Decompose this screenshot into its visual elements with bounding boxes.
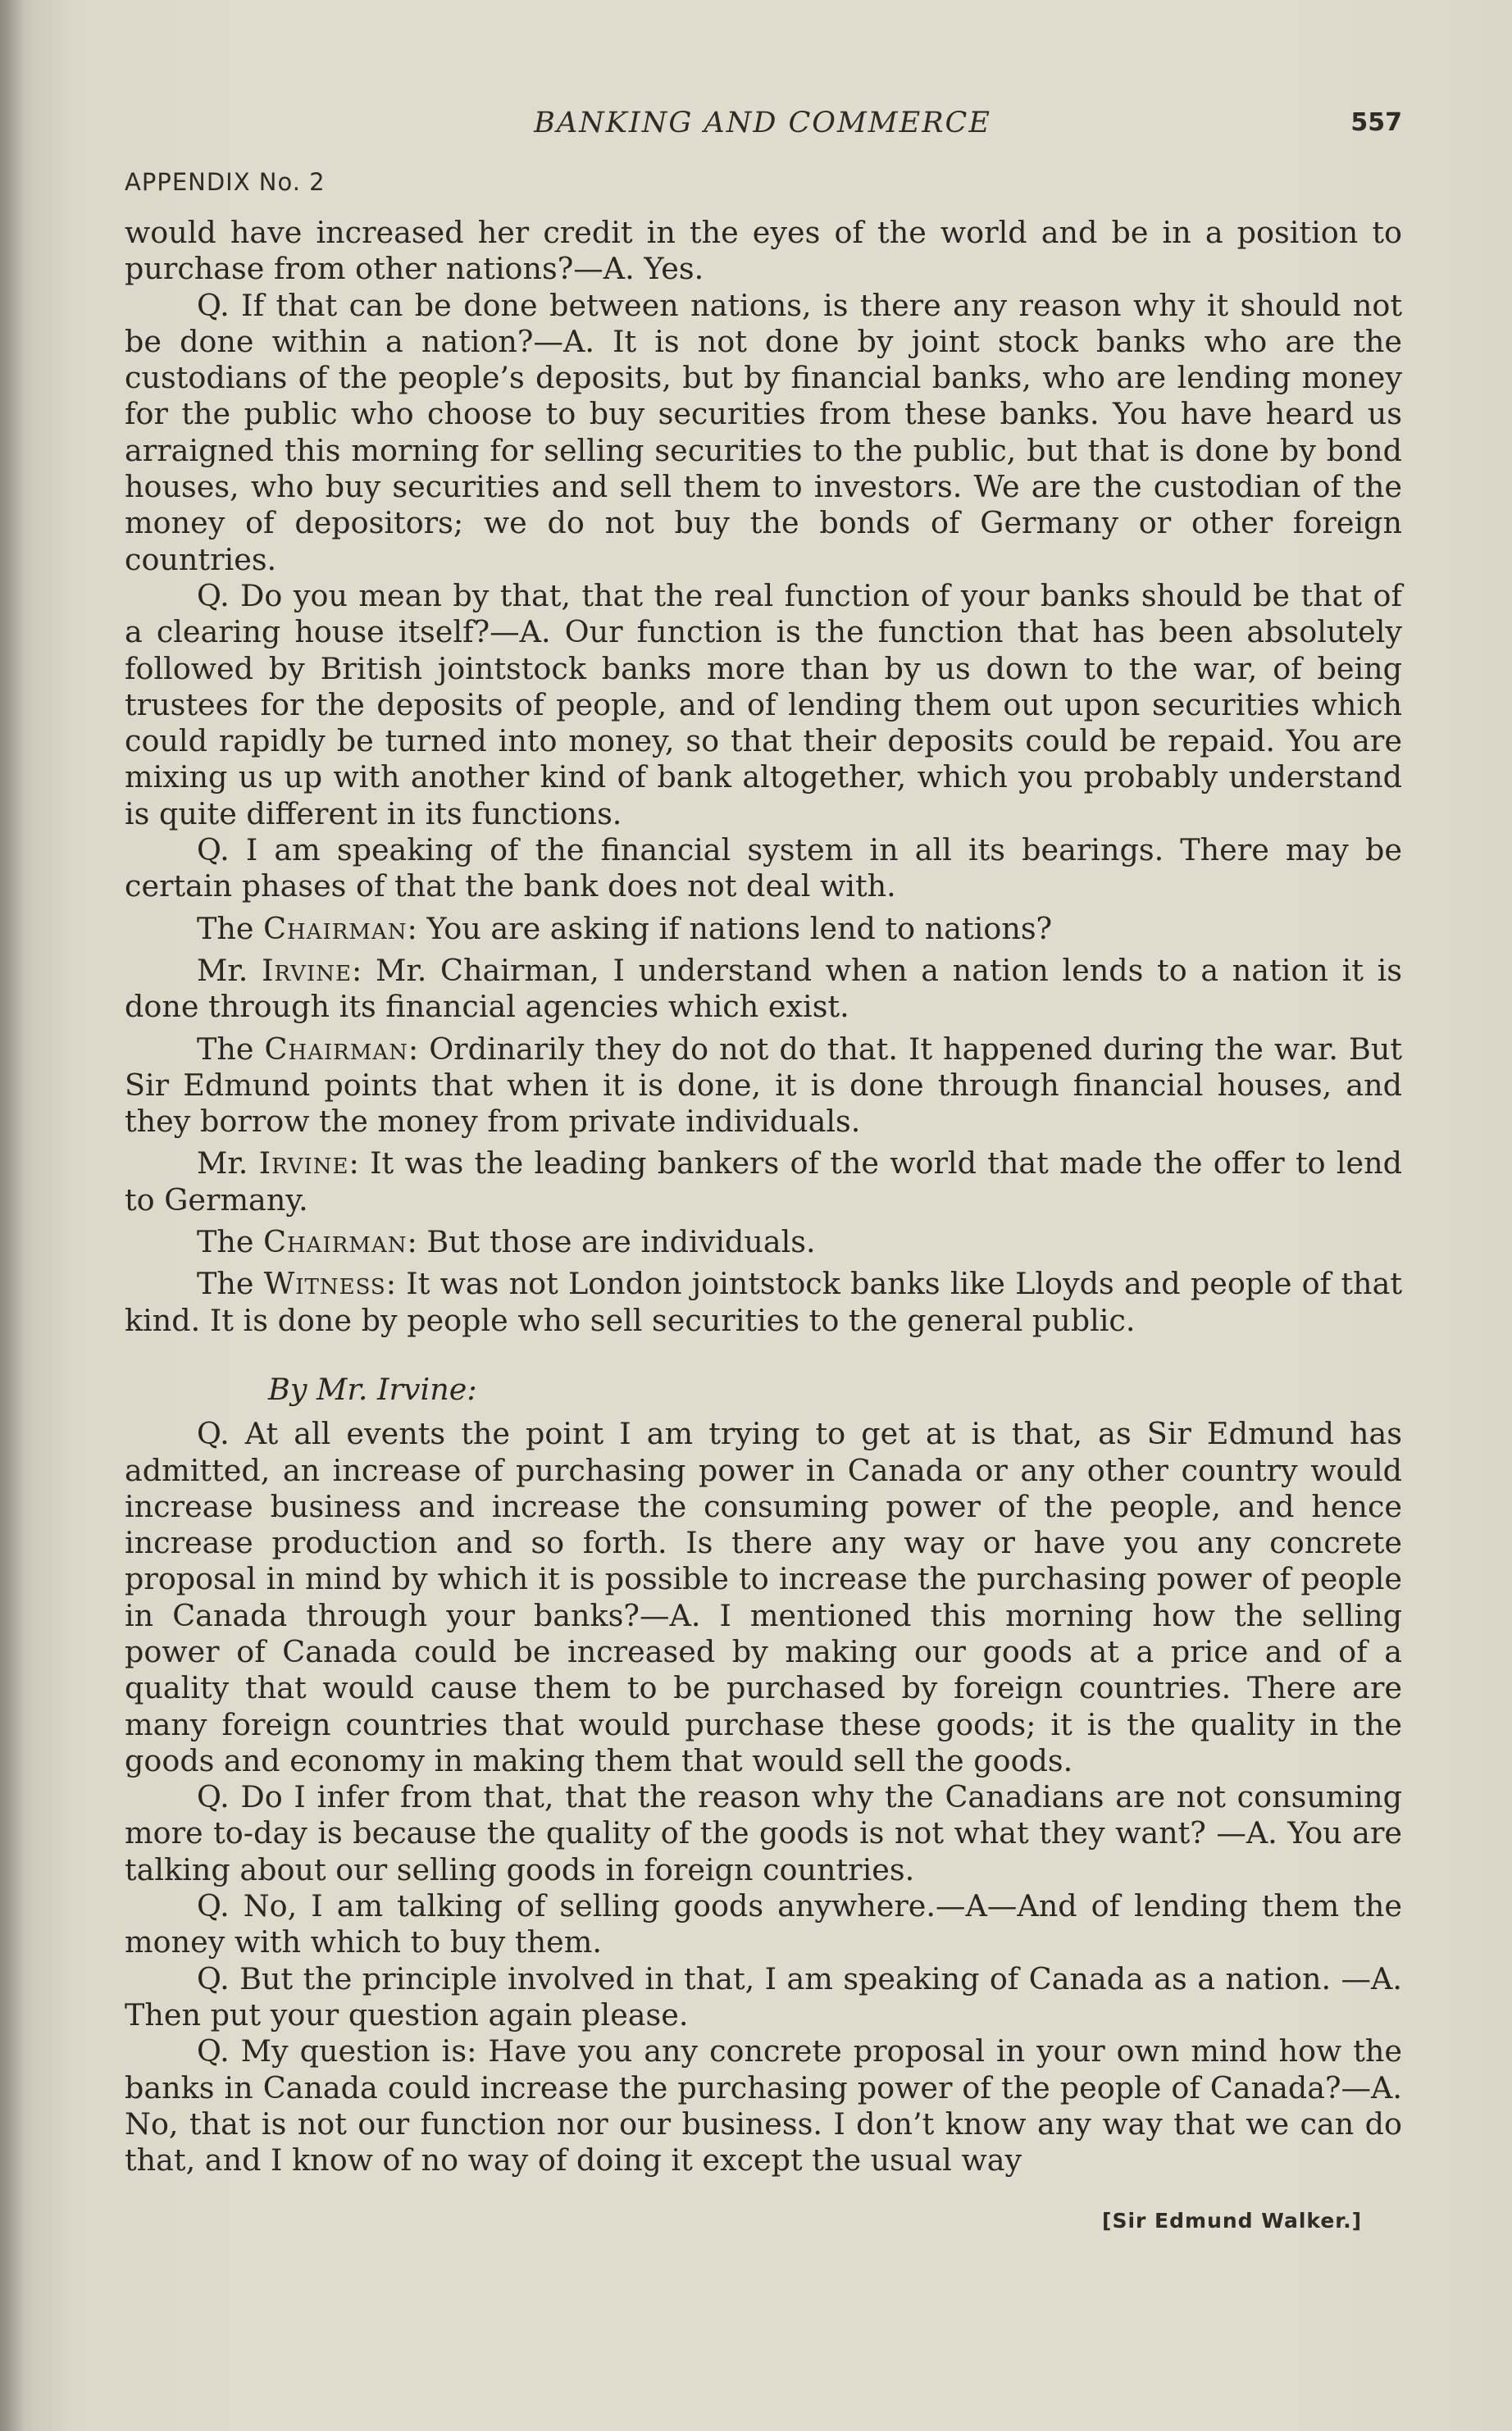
question-answer-paragraph: Q. If that can be done between nations, is there any reason why it should not be done within a nation?—A. It is not done by joint stock banks who are the custodians of the people’s deposits, but by financial banks, who are lending money for the public who choose to buy securities from these banks. You have heard us arraigned this morning for selling securities to the public, but that is done by bond houses, who buy securities and sell them to investors. We are the custodian of the money of depositors; we do not buy the bonds of Germany or other foreign countries. bbox=[125, 287, 1402, 577]
running-head bbox=[123, 107, 1402, 148]
speaker-name: Irvine bbox=[258, 1145, 349, 1181]
question-answer-paragraph: Q. Do I infer from that, that the reason why the Canadians are not consuming more to-day is because the quality of the goods is not what they want? —A. You are talking about our selling goods in foreign countries. bbox=[125, 1779, 1402, 1887]
speech-paragraph bbox=[125, 1031, 1402, 1140]
speaker-name: Irvine bbox=[262, 952, 352, 988]
speech-paragraph bbox=[125, 1224, 1402, 1260]
speech-paragraph bbox=[125, 1145, 1402, 1218]
speaker-title: Mr. bbox=[197, 952, 248, 988]
question-answer-paragraph: Q. No, I am talking of selling goods anywhere.—A—And of lending them the money with which to buy them. bbox=[125, 1888, 1402, 1960]
speech-paragraph bbox=[125, 953, 1402, 1026]
speech-paragraph bbox=[125, 911, 1402, 947]
speech-text: : Mr. Chairman, I understand when a nation lends to a nation it is done through its financial agencies which exist. bbox=[125, 952, 1402, 1025]
binding-shadow bbox=[0, 0, 23, 2431]
question-answer-paragraph: Q. But the principle involved in that, I am speaking of Canada as a nation. —A. Then put your question again please. bbox=[125, 1960, 1402, 2033]
appendix-label: APPENDIX No. 2 bbox=[125, 168, 326, 196]
speaker-title: Mr. bbox=[197, 1145, 248, 1181]
speaker-title: The bbox=[197, 1266, 254, 1302]
speaker-name: Chairman bbox=[264, 1031, 408, 1067]
speech-paragraph bbox=[125, 1266, 1402, 1339]
speech-text: : Ordinarily they do not do that. It happened during the war. But Sir Edmund points that when it is done, it is done through financial houses, and they borrow the money from private individuals. bbox=[125, 1031, 1402, 1140]
speaker-title: The bbox=[197, 910, 254, 946]
speaker-name: Chairman bbox=[263, 910, 408, 946]
running-title: BANKING AND COMMERCE bbox=[534, 107, 991, 139]
speaker-name: Chairman bbox=[263, 1224, 408, 1260]
speech-text: : It was not London jointstock banks like Lloyds and people of that kind. It is done by people who sell securities to the general public. bbox=[125, 1266, 1402, 1338]
speaker-title: The bbox=[197, 1031, 254, 1067]
page-number: 557 bbox=[1350, 108, 1402, 137]
speech-text: : It was the leading bankers of the world that made the offer to lend to Germany. bbox=[125, 1145, 1402, 1218]
speech-text: : But those are individuals. bbox=[407, 1224, 816, 1260]
question-answer-paragraph: Q. Do you mean by that, that the real function of your banks should be that of a clearing house itself?—A. Our function is the function that has been absolutely followed by British jointstock banks more than by us down to the war, of being trustees for the deposits of people, and of lending them out upon securities which could rapidly be turned into money, so that their deposits could be repaid. You are mixing us up with another kind of bank altogether, which you probably understand is quite different in its functions. bbox=[125, 577, 1402, 831]
paragraph-continuation: would have increased her credit in the eyes of the world and be in a position to purchase from other nations?—A. Yes. bbox=[125, 215, 1402, 287]
body-text bbox=[125, 215, 1402, 2178]
question-answer-paragraph: Q. I am speaking of the financial system in all its bearings. There may be certain phases of that the bank does not deal with. bbox=[125, 832, 1402, 904]
speaker-title: The bbox=[197, 1224, 254, 1260]
examiner-byline: By Mr. Irvine: bbox=[268, 1371, 477, 1407]
question-answer-paragraph: Q. At all events the point I am trying to get at is that, as Sir Edmund has admitted, an increase of purchasing power in Canada or any other country would increase business and increase the consuming power of the people, and hence increase production and so forth. Is there any way or have you any concrete proposal in mind by which it is possible to increase the purchasing power of people in Canada through your banks?—A. I mentioned this morning how the selling power of Canada could be increased by making our goods at a price and of a quality that would cause them to be purchased by foreign countries. There are many foreign countries that would purchase these goods; it is the quality in the goods and economy in making them that would sell the goods. bbox=[125, 1416, 1402, 1778]
speech-text: : You are asking if nations lend to nations? bbox=[407, 910, 1053, 946]
speaker-name: Witness bbox=[263, 1266, 386, 1302]
question-answer-paragraph: Q. My question is: Have you any concrete proposal in your own mind how the banks in Canada could increase the purchasing power of the people of Canada?—A. No, that is not our function nor our business. I don’t know any way that we can do that, and I know of no way of doing it except the usual way bbox=[125, 2033, 1402, 2178]
witness-attribution: [Sir Edmund Walker.] bbox=[1102, 2209, 1362, 2233]
